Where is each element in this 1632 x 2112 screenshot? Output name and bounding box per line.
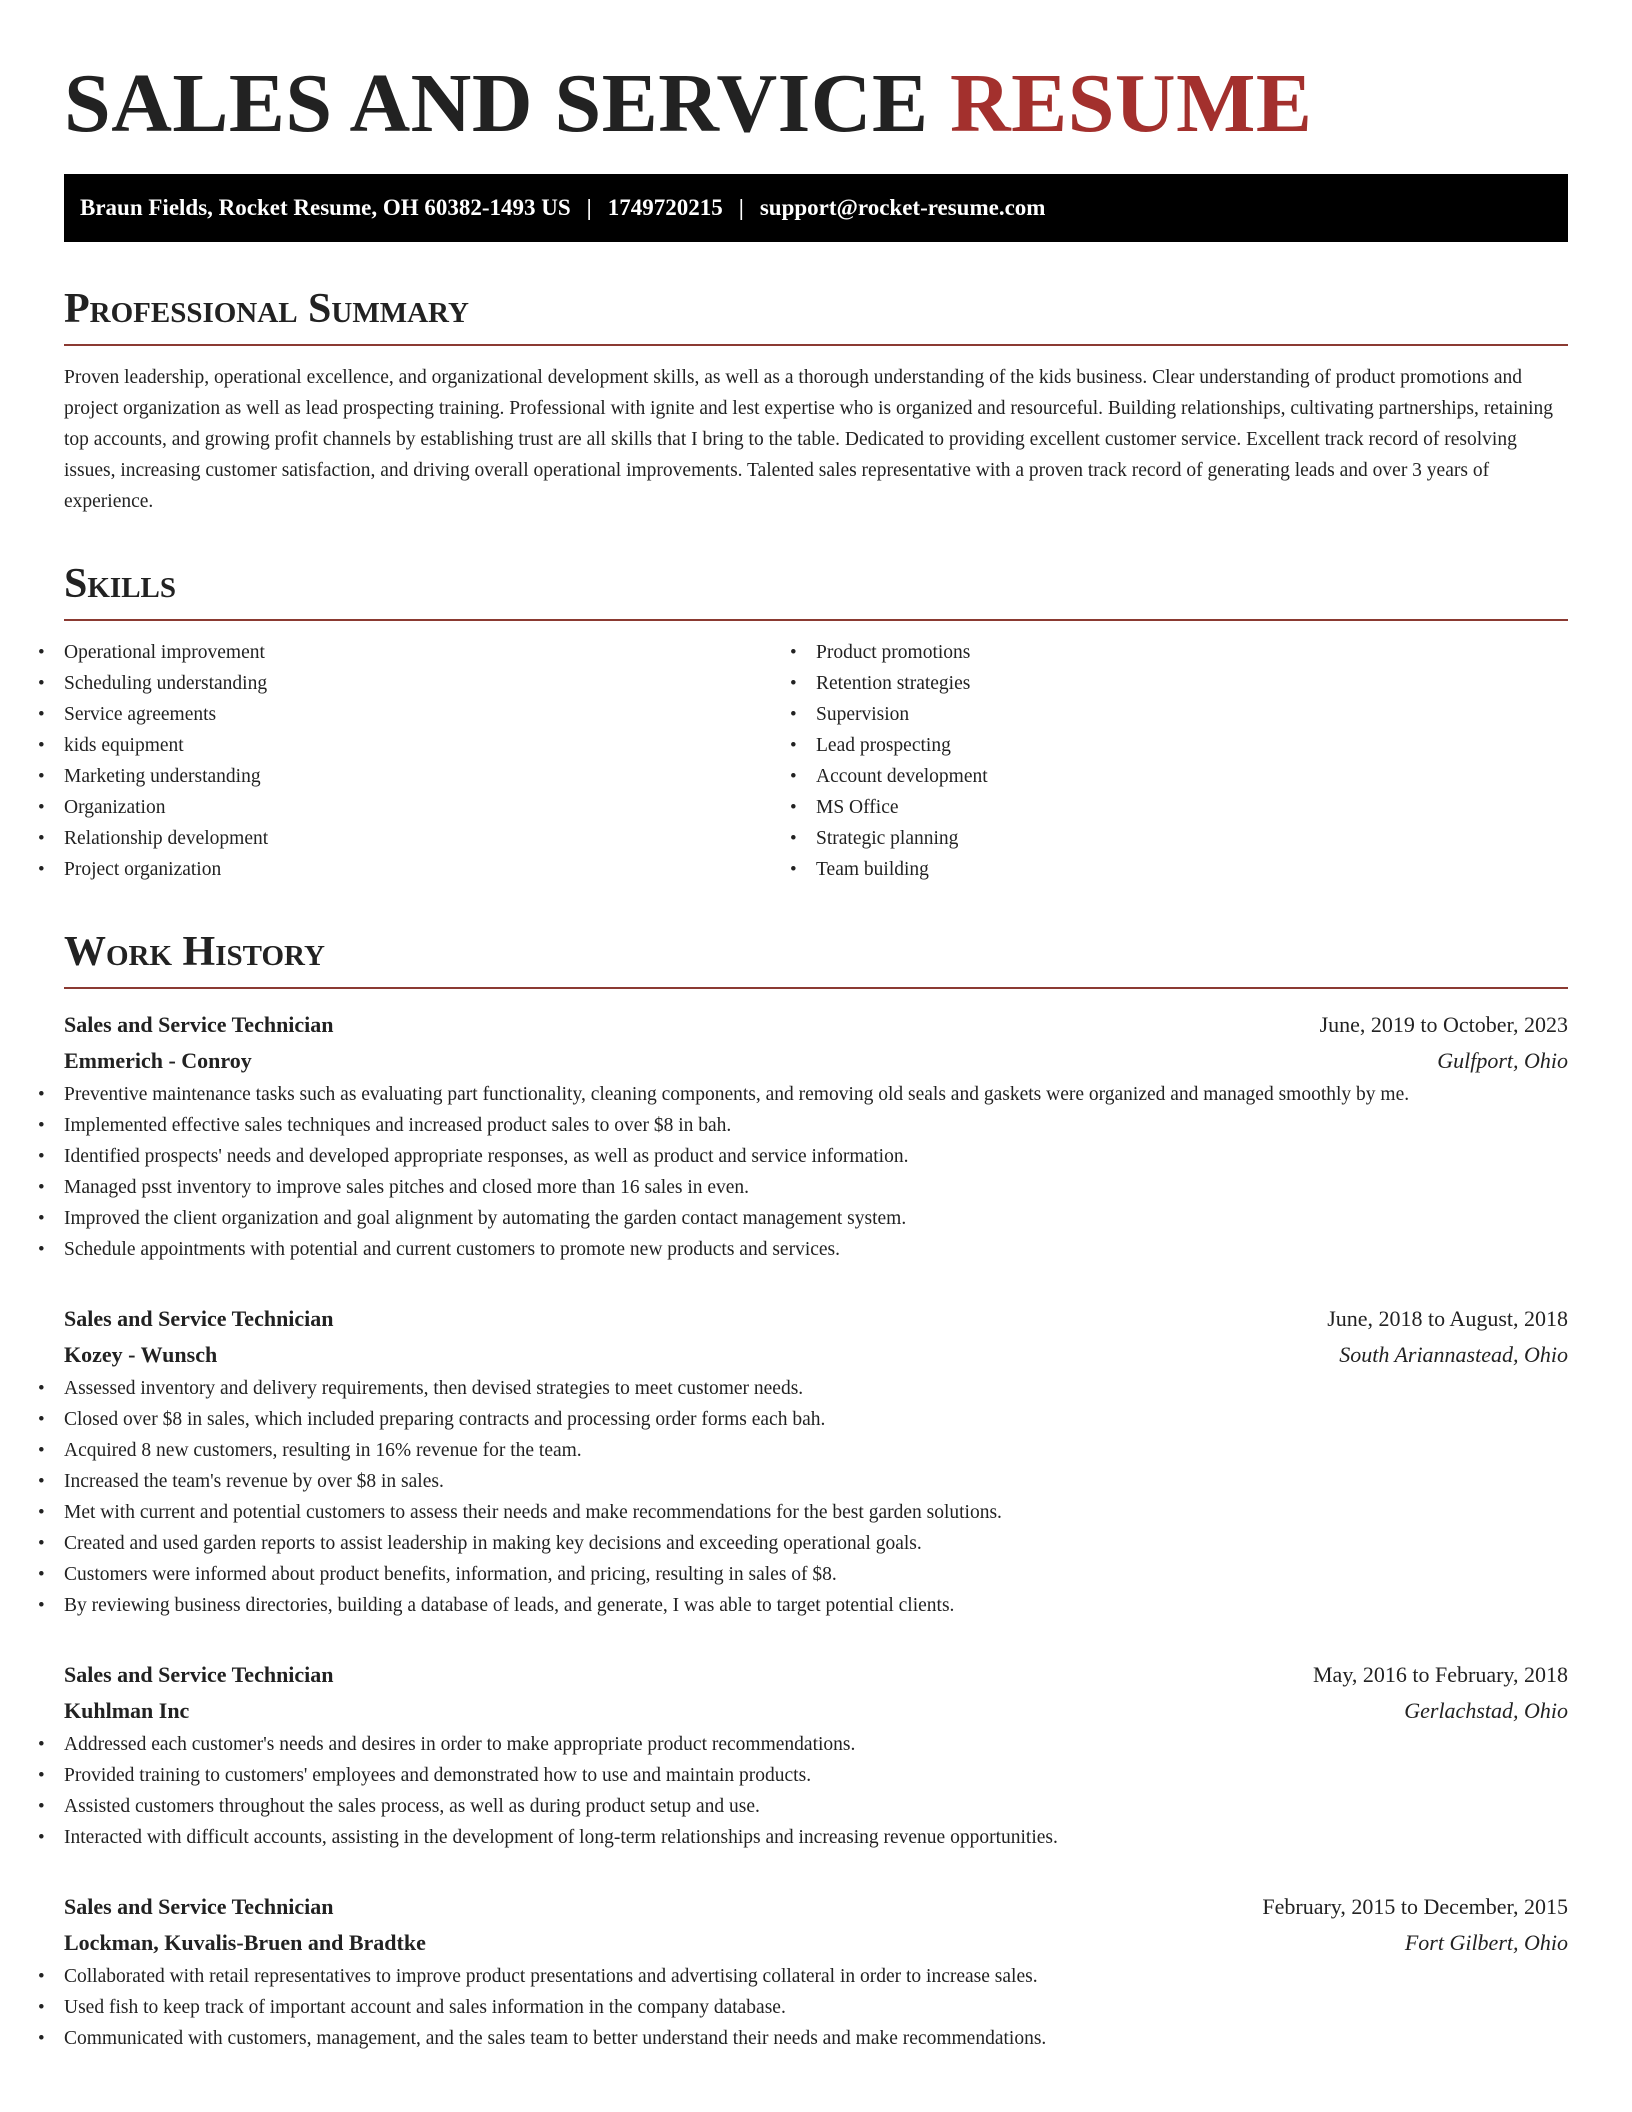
summary-section — [64, 286, 1568, 517]
skill-item: • Operational improvement — [64, 637, 816, 668]
job-company-row — [64, 1925, 1568, 1961]
job-bullet-list — [64, 1729, 1568, 1853]
job-list — [64, 1007, 1568, 2054]
job-header-row — [64, 1889, 1568, 1925]
contact-address: Braun Fields, Rocket Resume, OH 60382-1493 US — [80, 195, 571, 220]
job-company: Kuhlman Inc — [64, 1698, 190, 1723]
job-bullet: • Created and used garden reports to assist leadership in making key decisions and exceeding operational goals. — [64, 1528, 1568, 1559]
contact-bar — [64, 174, 1568, 242]
job-bullet: • Closed over $8 in sales, which included preparing contracts and processing order forms each bah. — [64, 1404, 1568, 1435]
job-header-row — [64, 1301, 1568, 1337]
job-title: Sales and Service Technician — [64, 1306, 334, 1331]
job-bullet-list — [64, 1373, 1568, 1621]
job-bullet: • Used fish to keep track of important account and sales information in the company database. — [64, 1992, 1568, 2023]
job-location: Fort Gilbert, Ohio — [1404, 1930, 1568, 1955]
job-entry — [64, 1889, 1568, 2054]
job-company: Kozey - Wunsch — [64, 1342, 218, 1367]
job-bullet: • Managed psst inventory to improve sales pitches and closed more than 16 sales in even. — [64, 1172, 1568, 1203]
job-entry — [64, 1657, 1568, 1853]
skill-item: • Project organization — [64, 854, 816, 885]
skill-item: • MS Office — [816, 792, 1568, 823]
skill-item: • Lead prospecting — [816, 730, 1568, 761]
job-location: Gulfport, Ohio — [1437, 1048, 1568, 1073]
contact-email: support@rocket-resume.com — [759, 195, 1046, 220]
skill-item: • Scheduling understanding — [64, 668, 816, 699]
job-bullet: • Interacted with difficult accounts, assisting in the development of long-term relationships and increasing revenue opportunities. — [64, 1822, 1568, 1853]
job-company-row — [64, 1693, 1568, 1729]
job-bullet: • Customers were informed about product benefits, information, and pricing, resulting in sales of $8. — [64, 1559, 1568, 1590]
skills-heading: Skills — [64, 561, 1568, 621]
job-dates: June, 2019 to October, 2023 — [1319, 1012, 1568, 1037]
skill-item: • Marketing understanding — [64, 761, 816, 792]
skill-item: • Team building — [816, 854, 1568, 885]
skill-item: • Organization — [64, 792, 816, 823]
job-bullet: • Acquired 8 new customers, resulting in 16% revenue for the team. — [64, 1435, 1568, 1466]
job-company-row — [64, 1337, 1568, 1373]
work-history-section — [64, 929, 1568, 2054]
job-title: Sales and Service Technician — [64, 1894, 334, 1919]
title-accent: RESUME — [950, 57, 1313, 150]
job-dates: June, 2018 to August, 2018 — [1327, 1306, 1568, 1331]
job-header-row — [64, 1657, 1568, 1693]
job-dates: May, 2016 to February, 2018 — [1313, 1662, 1568, 1687]
job-bullet: • Met with current and potential customers to assess their needs and make recommendations for the best garden solutions. — [64, 1497, 1568, 1528]
job-header-row — [64, 1007, 1568, 1043]
title-main: SALES AND SERVICE — [64, 57, 929, 150]
job-company: Emmerich - Conroy — [64, 1048, 252, 1073]
skills-list-left — [64, 637, 816, 885]
job-bullet: • Improved the client organization and goal alignment by automating the garden contact management system. — [64, 1203, 1568, 1234]
job-bullet: • Schedule appointments with potential and current customers to promote new products and services. — [64, 1234, 1568, 1265]
job-dates: February, 2015 to December, 2015 — [1262, 1894, 1568, 1919]
skill-item: • Relationship development — [64, 823, 816, 854]
summary-heading: Professional Summary — [64, 286, 1568, 346]
job-bullet-list — [64, 1961, 1568, 2054]
contact-separator: | — [738, 195, 744, 220]
contact-separator: | — [586, 195, 592, 220]
job-bullet: • By reviewing business directories, building a database of leads, and generate, I was able to target potential clients. — [64, 1590, 1568, 1621]
skill-item: • Supervision — [816, 699, 1568, 730]
skill-item: • Strategic planning — [816, 823, 1568, 854]
skill-item: • Service agreements — [64, 699, 816, 730]
job-entry — [64, 1007, 1568, 1265]
skill-item: • Retention strategies — [816, 668, 1568, 699]
job-location: South Ariannastead, Ohio — [1339, 1342, 1568, 1367]
job-bullet: • Identified prospects' needs and developed appropriate responses, as well as product and service information. — [64, 1141, 1568, 1172]
job-bullet: • Communicated with customers, management, and the sales team to better understand their needs and make recommendations. — [64, 2023, 1568, 2054]
job-bullet: • Assessed inventory and delivery requirements, then devised strategies to meet customer needs. — [64, 1373, 1568, 1404]
skill-item: • kids equipment — [64, 730, 816, 761]
document-title — [64, 0, 1568, 150]
skill-item: • Product promotions — [816, 637, 1568, 668]
skills-list-right — [816, 637, 1568, 885]
job-location: Gerlachstad, Ohio — [1404, 1698, 1568, 1723]
skills-grid — [64, 637, 1568, 885]
skill-item: • Account development — [816, 761, 1568, 792]
job-bullet: • Assisted customers throughout the sales process, as well as during product setup and use. — [64, 1791, 1568, 1822]
job-bullet: • Provided training to customers' employees and demonstrated how to use and maintain products. — [64, 1760, 1568, 1791]
skills-section — [64, 561, 1568, 885]
job-company: Lockman, Kuvalis-Bruen and Bradtke — [64, 1930, 426, 1955]
job-bullet-list — [64, 1079, 1568, 1265]
job-bullet: • Collaborated with retail representatives to improve product presentations and advertising collateral in order to increase sales. — [64, 1961, 1568, 1992]
job-title: Sales and Service Technician — [64, 1662, 334, 1687]
job-bullet: • Increased the team's revenue by over $8 in sales. — [64, 1466, 1568, 1497]
job-company-row — [64, 1043, 1568, 1079]
job-entry — [64, 1301, 1568, 1621]
job-bullet: • Preventive maintenance tasks such as evaluating part functionality, cleaning components, and removing old seals and gaskets were organized and managed smoothly by me. — [64, 1079, 1568, 1110]
contact-phone: 1749720215 — [607, 195, 723, 220]
work-history-heading: Work History — [64, 929, 1568, 989]
job-bullet: • Addressed each customer's needs and desires in order to make appropriate product recommendations. — [64, 1729, 1568, 1760]
job-title: Sales and Service Technician — [64, 1012, 334, 1037]
summary-text: Proven leadership, operational excellence, and organizational development skills, as well as a thorough understanding of the kids business. Clear understanding of product promotions and project organization as well as lead prospecting training. Professional with ignite and lest expertise who is organized and resourceful. Building relationships, cultivating partnerships, retaining top accounts, and growing profit channels by establishing trust are all skills that I bring to the table. Dedicated to providing excellent customer service. Excellent track record of resolving issues, increasing customer satisfaction, and driving overall operational improvements. Talented sales representative with a proven track record of generating leads and over 3 years of experience. — [64, 367, 1554, 512]
job-bullet: • Implemented effective sales techniques and increased product sales to over $8 in bah. — [64, 1110, 1568, 1141]
